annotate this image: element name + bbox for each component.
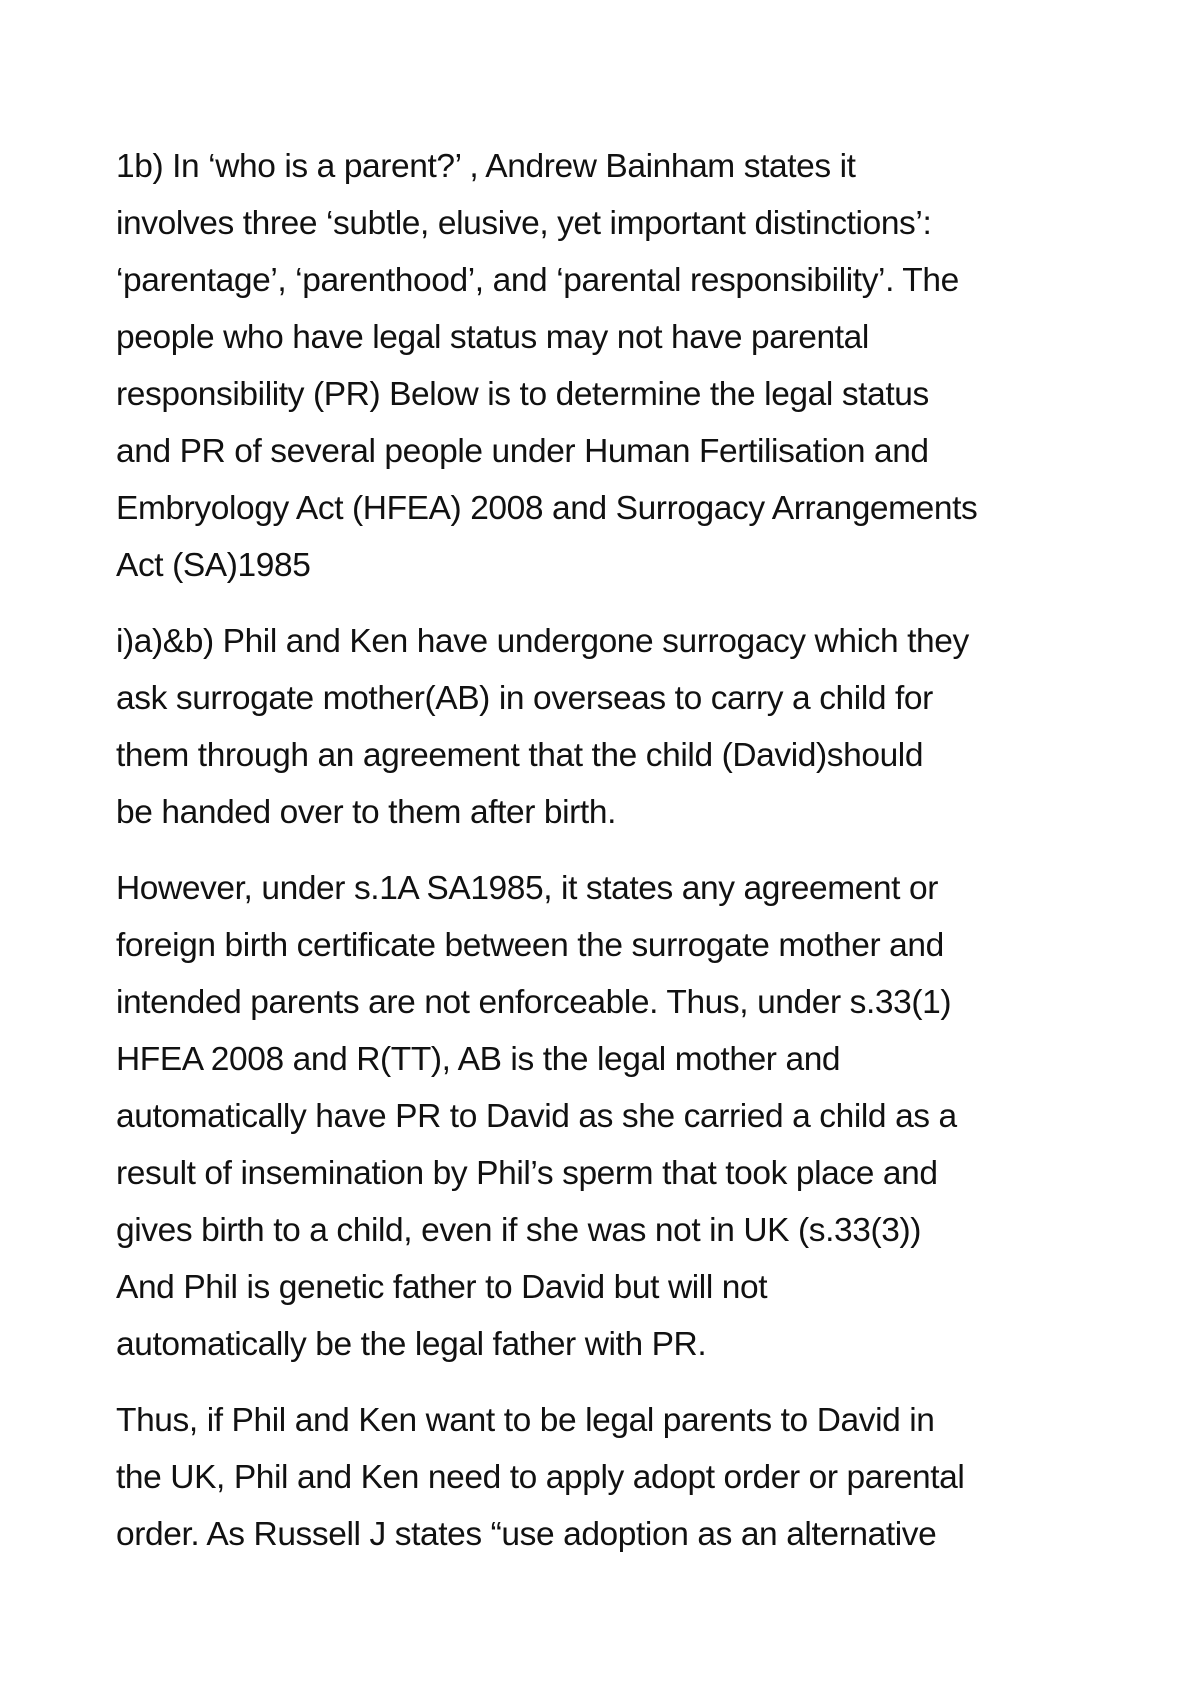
text-line: ask surrogate mother(AB) in overseas to carry a child for [116,680,933,717]
text-line: Act (SA)1985 [116,547,311,584]
text-line: and PR of several people under Human Fertilisation and [116,433,929,470]
text-line: be handed over to them after birth. [116,794,616,831]
text-line: involves three ‘subtle, elusive, yet important distinctions’: [116,205,932,242]
text-line: them through an agreement that the child (David)should [116,737,924,774]
text-line: automatically be the legal father with PR. [116,1326,707,1363]
text-line: the UK, Phil and Ken need to apply adopt order or parental [116,1459,965,1496]
text-line: However, under s.1A SA1985, it states any agreement or [116,870,938,907]
paragraph-surrogacy [116,613,1096,841]
paragraph-intro [116,138,1096,594]
paragraph-adoption [116,1392,1096,1563]
document-body [116,138,1096,1582]
paragraph-legal-mother [116,860,1096,1373]
text-line: order. As Russell J states “use adoption as an alternative [116,1516,937,1553]
text-line: intended parents are not enforceable. Thus, under s.33(1) [116,984,952,1021]
text-line: automatically have PR to David as she carried a child as a [116,1098,957,1135]
text-line: 1b) In ‘who is a parent?’ , Andrew Bainham states it [116,148,856,185]
text-line: Embryology Act (HFEA) 2008 and Surrogacy Arrangements [116,490,978,527]
text-line: HFEA 2008 and R(TT), AB is the legal mother and [116,1041,841,1078]
text-line: foreign birth certificate between the surrogate mother and [116,927,944,964]
text-line: Thus, if Phil and Ken want to be legal parents to David in [116,1402,935,1439]
text-line: ‘parentage’, ‘parenthood’, and ‘parental responsibility’. The [116,262,959,299]
text-line: And Phil is genetic father to David but will not [116,1269,768,1306]
text-line: people who have legal status may not have parental [116,319,869,356]
text-line: gives birth to a child, even if she was not in UK (s.33(3)) [116,1212,921,1249]
text-line: responsibility (PR) Below is to determine the legal status [116,376,929,413]
text-line: result of insemination by Phil’s sperm that took place and [116,1155,938,1192]
text-line: i)a)&b) Phil and Ken have undergone surrogacy which they [116,623,969,660]
